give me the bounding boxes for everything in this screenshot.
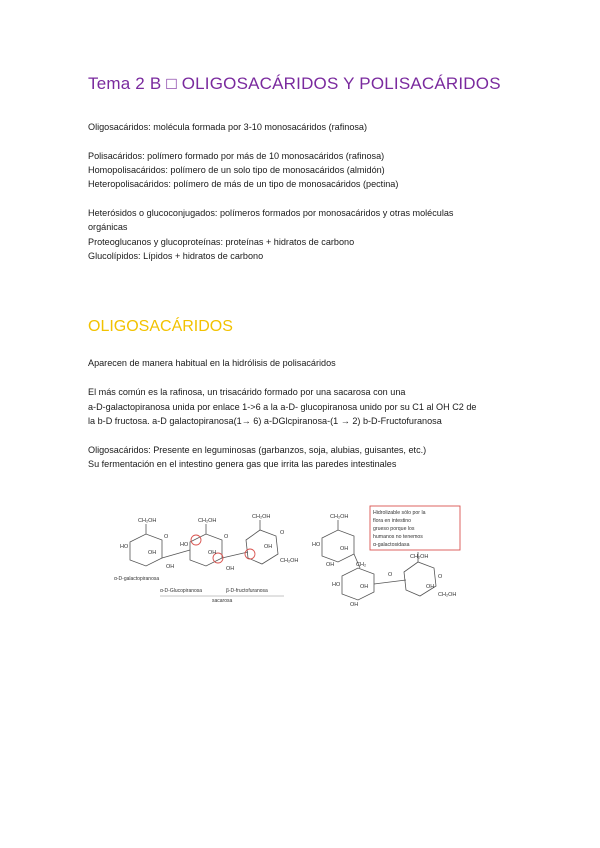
label-glucopiranosa: α-D-Glucopiranosa [160,588,203,594]
label-o-3: O [280,530,285,536]
definition-glucolipidos: Glucolípidos: Lípidos + hidratos de carbono [88,251,264,261]
label-oh-7: OH [326,562,335,568]
definition-heterosidos-cont: orgánicas [88,222,128,232]
label-ch2oh-6: CH₂OH [410,554,429,560]
label-oh-10: OH [426,584,435,590]
definition-heterosidos: Heterósidos o glucoconjugados: polímeros formados por monosacáridos y otras moléculas [88,208,454,218]
glucose-ring-right [342,568,374,600]
label-ch2oh-1: CH₂OH [138,518,157,524]
galactose-ring-right [322,530,354,562]
highlight-circle-c1 [191,535,201,545]
label-oh-5: OH [264,544,273,550]
paragraph-leguminosas: Oligosacáridos: Presente en leguminosas (garbanzos, soja, alubias, guisantes, etc.) [88,445,427,455]
raffinose-structure-drawing [108,496,468,608]
label-oh-4: OH [226,566,235,572]
label-ch2oh-3: CH₂OH [252,514,271,520]
label-ch2oh-5: CH₂OH [330,514,349,520]
label-oh-1: OH [148,550,157,556]
label-galactopiranosa: α-D-galactopiranosa [114,576,160,582]
label-ho-3: HO [312,542,321,548]
galactose-ring-left [130,534,162,566]
definition-heteropolisacaridos: Heteropolisacáridos: polímero de más de un tipo de monosacáridos (pectina) [88,179,399,189]
label-sacarosa: sacarosa [212,598,233,604]
label-oh-2: OH [166,564,175,570]
label-oh-9: OH [350,602,359,608]
note-line-3: grueso porque los [373,526,415,532]
label-oh-6: OH [340,546,349,552]
label-o-5: O [388,572,393,578]
note-line-2: flora en intestino [373,518,412,524]
page-title: Tema 2 B □ OLIGOSACÁRIDOS Y POLISACÁRIDOS [88,74,501,93]
label-oh-3: OH [208,550,217,556]
note-line-1: Hidrolizable sólo por la [373,510,426,516]
definition-proteoglucanos: Proteoglucanos y glucoproteínas: proteínas + hidratos de carbono [88,237,355,247]
section-title-oligosacaridos: OLIGOSACÁRIDOS [88,318,233,335]
label-o-1: O [164,534,169,540]
label-o-2: O [224,534,229,540]
glucose-ring-left [190,534,222,566]
paragraph-rafinosa-3: la b-D fructosa. a-D galactopiranosa(1→ 6) a-DGlcpiranosa-(1 → 2) b-D-Fructofuranosa [88,416,442,426]
label-ho-4: HO [332,582,341,588]
highlight-circle-c2 [245,549,255,559]
label-oh-8: OH [360,584,369,590]
label-ch2oh-2: CH₂OH [198,518,217,524]
paragraph-rafinosa-2: a-D-galactopiranosa unida por enlace 1->6 a la a-D- glucopiranosa unido por su C1 al OH C2 de [88,402,477,412]
label-ho-2: HO [180,542,189,548]
label-o-4: O [438,574,443,580]
label-ch2oh-4: CH₂OH [280,558,299,564]
label-fructofuranosa: β-D-fructofuranosa [226,588,268,594]
fructose-ring-right [404,562,436,596]
note-line-5: α-galactosidasa [373,542,410,548]
label-ch2oh-7: CH₂OH [438,592,457,598]
paragraph-rafinosa-1: El más común es la rafinosa, un trisacárido formado por una sacarosa con una [88,387,406,397]
raffinose-structure-figure [108,496,468,608]
paragraph-fermentacion: Su fermentación en el intestino genera gas que irrita las paredes intestinales [88,459,397,469]
paragraph-hidrolisis: Aparecen de manera habitual en la hidrólisis de polisacáridos [88,358,336,368]
definition-homopolisacaridos: Homopolisacáridos: polímero de un solo tipo de monosacáridos (almidón) [88,165,385,175]
note-line-4: humanos no tenemos [373,534,423,540]
definition-polisacaridos: Polisacáridos: polímero formado por más de 10 monosacáridos (rafinosa) [88,151,385,161]
definition-oligosacaridos: Oligosacáridos: molécula formada por 3-10 monosacáridos (rafinosa) [88,122,368,132]
label-ho-1: HO [120,544,129,550]
label-ch2-1: CH₂ [356,562,367,568]
